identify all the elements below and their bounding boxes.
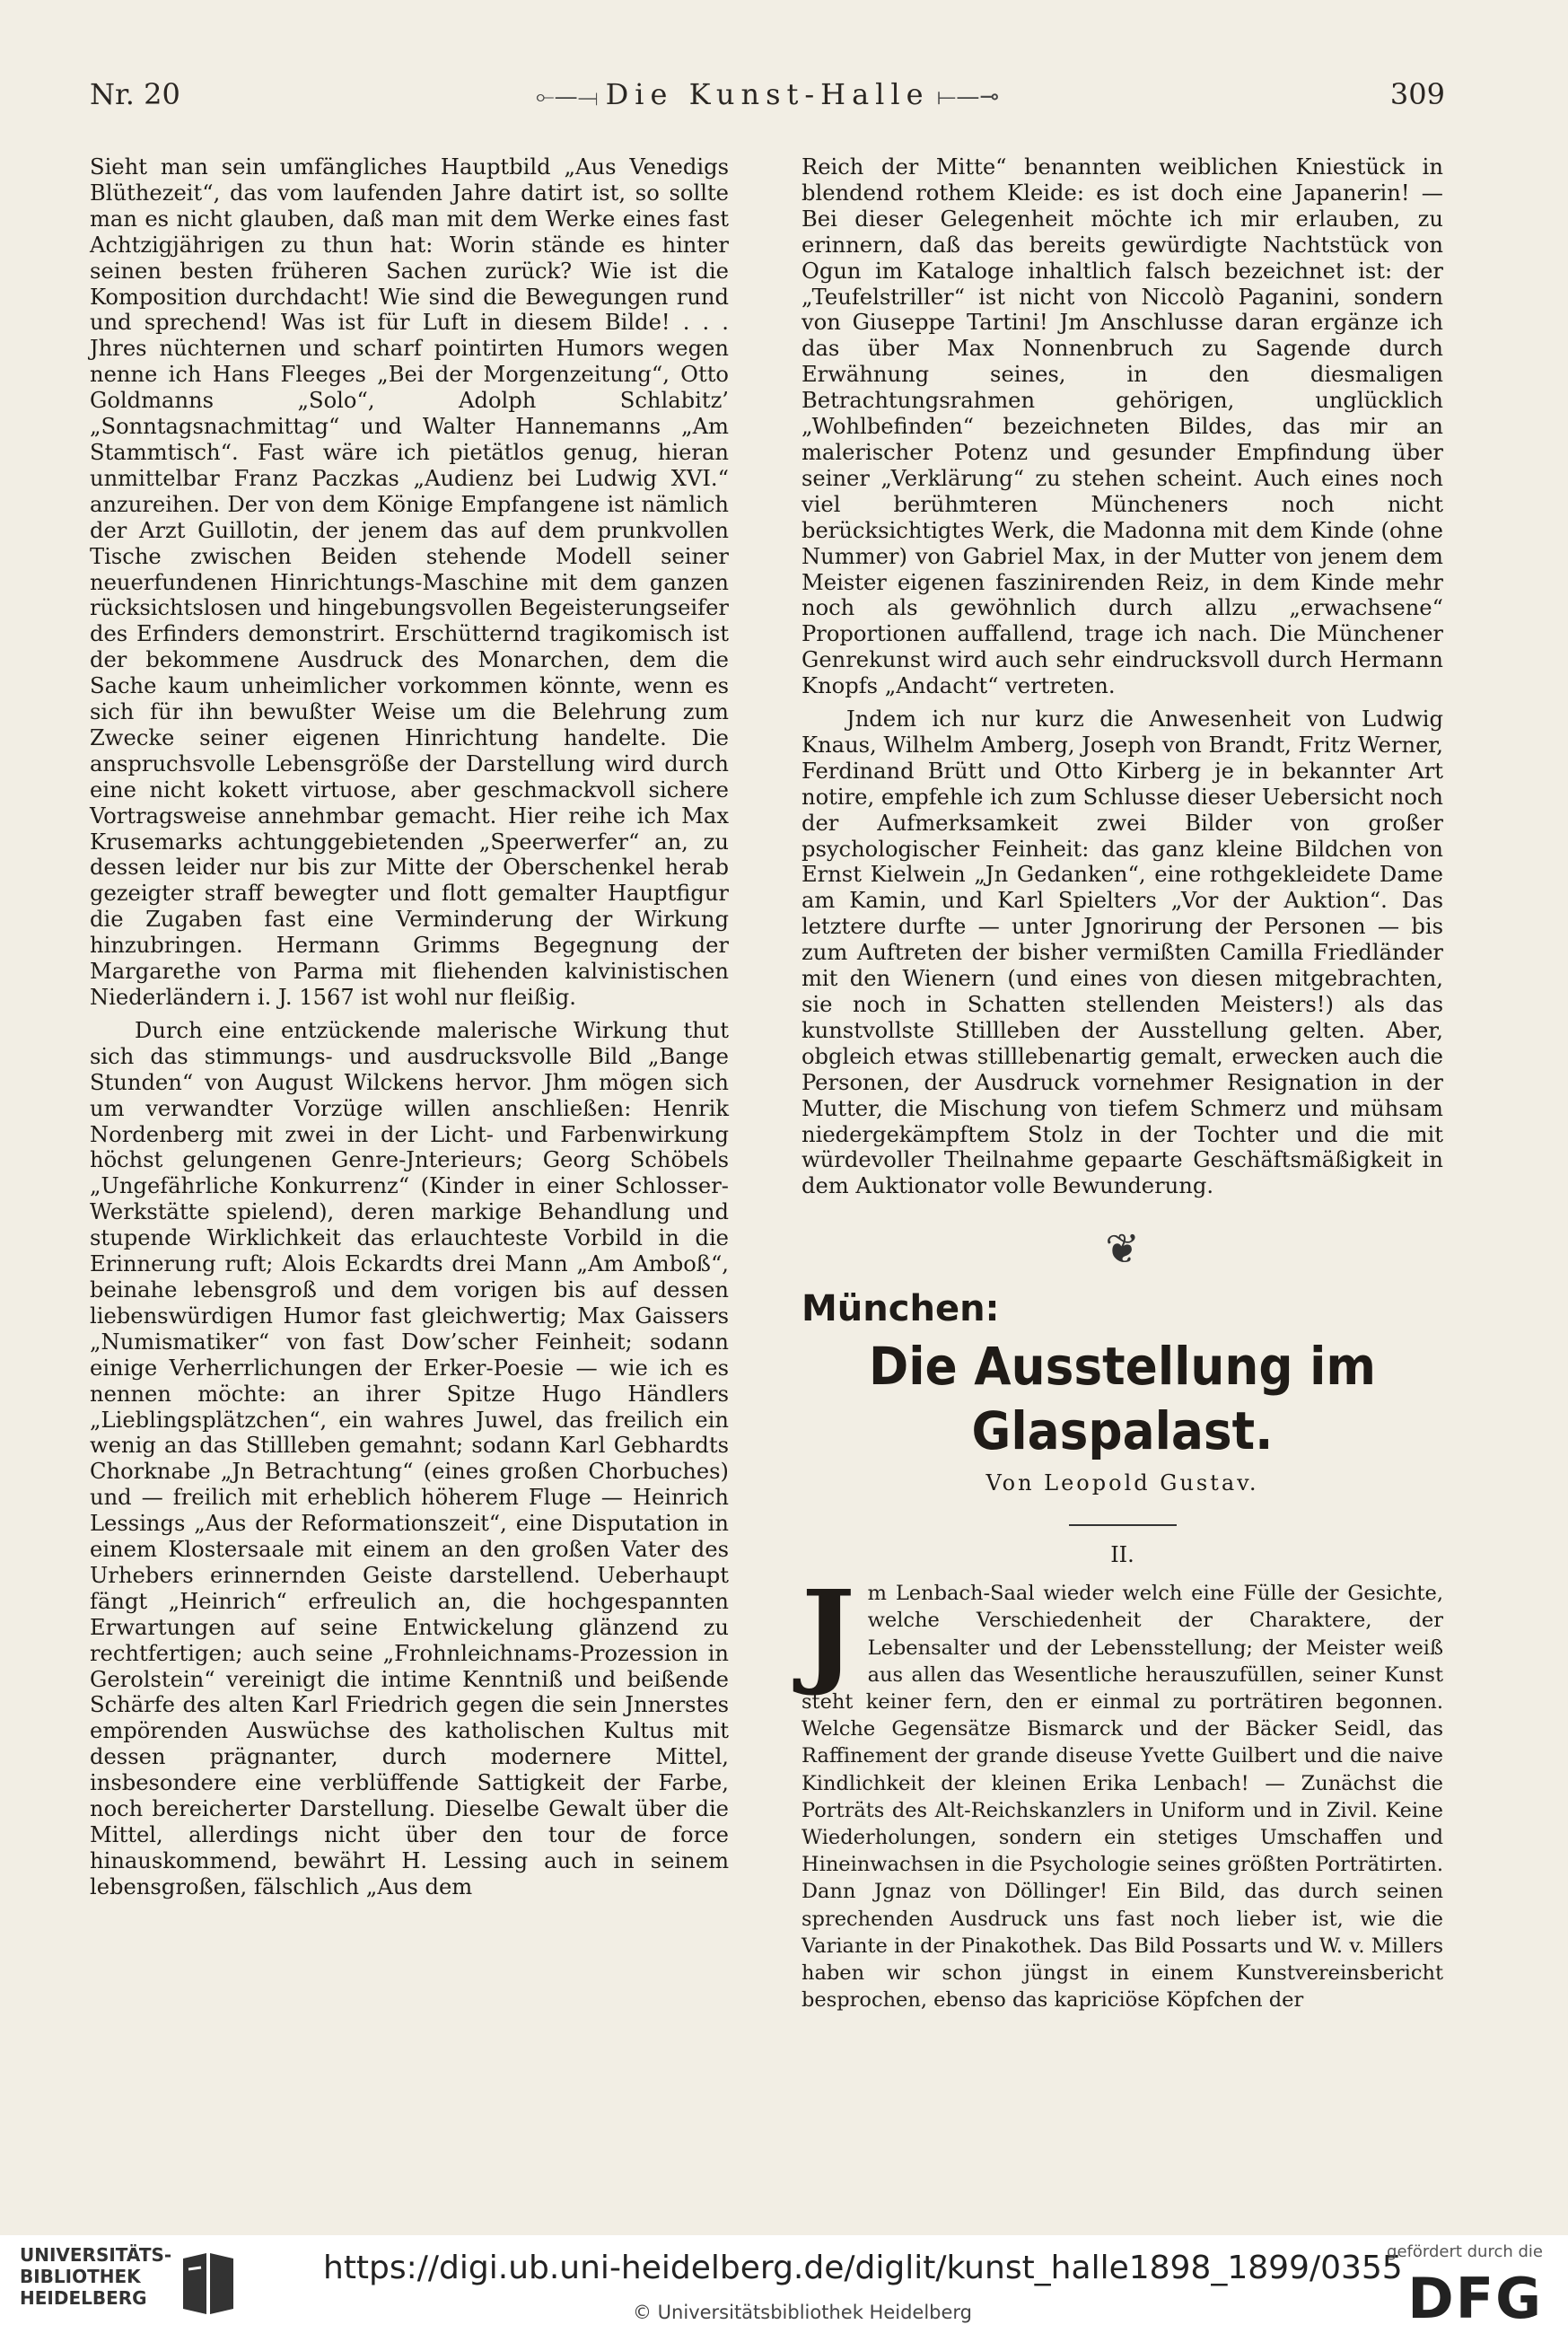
dfg-logo[interactable]: DFG xyxy=(1407,2266,1543,2331)
separator-rule xyxy=(1069,1524,1177,1526)
byline: Von Leopold Gustav. xyxy=(985,1470,1259,1496)
right-column xyxy=(802,154,1443,2014)
running-title xyxy=(90,77,1445,111)
library-name-line: HEIDELBERG xyxy=(20,2287,147,2309)
left-flourish-icon: ⟜—⟞ xyxy=(535,83,606,110)
left-column xyxy=(90,154,729,1900)
page-header xyxy=(90,70,1445,115)
page-number: 309 xyxy=(1389,77,1445,111)
fleuron-icon: ❦ xyxy=(1105,1224,1140,1274)
right-flourish-icon: ⟝—⊸ xyxy=(929,83,1000,110)
library-name xyxy=(20,2244,171,2309)
section-paragraph-text: m Lenbach-Saal wieder welch eine Fülle der Gesichte, welche Verschiedenheit der Charaktere, der Lebensalter und der Lebensstellung; der Meister weiß aus allen das Wesentliche herauszufüllen, seiner Kunst steht keiner fern, den er einmal zu porträtiren begonnen. Welche Gegensätze Bismarck und der Bäcker Seidl, das Raffinement der grande diseuse Yvette Guilbert und die naive Kindlichkeit der kleinen Erika Lenbach! — Zunächst die Porträts des Alt-Reichskanzlers in Uniform und in Zivil. Keine Wiederholungen, sondern ein stetiges Umschaffen und Hineinwachsen in die Psychologie seines größten Porträtirten. Dann Jgnaz von Döllinger! Ein Bild, das durch seinen sprechenden Ausdruck uns fast noch lieber ist, wie die Variante in der Pinakothek. Das Bild Possarts und W. v. Millers haben wir schon jüngst in einem Kunstvereinsbericht besprochen, ebenso das kapriciöse Köpfchen der xyxy=(802,1582,1443,2013)
library-logo[interactable] xyxy=(20,2244,289,2334)
issue-number: Nr. 20 xyxy=(90,77,180,111)
paragraph: Durch eine entzückende malerische Wirkung thut sich das stimmungs- und ausdrucksvolle Bild „Bange Stunden“ von August Wilckens hervor. Jhm mögen sich um verwandter Vorzüge willen anschließen: Henrik Nordenberg mit zwei in der Licht- und Farbenwirkung höchst gelungenen Genre-Jnterieurs; Georg Schöbels „Ungefährliche Konkurrenz“ (Kinder in einer Schlosser-Werkstätte spielend), deren markige Behandlung und stupende Wirklichkeit das erlauchteste Vorbild in die Erinnerung ruft; Alois Eckardts drei Mann „Am Amboß“, beinahe lebensgroß und dem vorigen bis auf dessen liebenswürdigen Humor fast gleichwertig; Max Gaissers „Numismatiker“ von fast Dow’scher Feinheit; sodann einige Verherrlichungen der Erker-Poesie — wie ich es nennen möchte: an ihrer Spitze Hugo Händlers „Lieblingsplätzchen“, ein wahres Juwel, das freilich ein wenig an das Stillleben gemahnt; sodann Karl Gebhardts Chorknabe „Jn Betrachtung“ (eines großen Chorbuches) und — freilich mit erheblich höherem Fluge — Heinrich Lessings „Aus der Reformationszeit“, eine Disputation in einem Klostersaale mit einem an den großen Vater des Urhebers erinnernden Geiste darstellend. Ueberhaupt fängt „Heinrich“ erfreulich an, die hochgespannten Erwartungen auf seine Entwickelung glänzend zu rechtfertigen; auch seine „Frohnleichnams-Prozession in Gerolstein“ vereinigt die intime Kenntniß und beißende Schärfe des alten Karl Friedrich gegen die sein Jnnerstes empörenden Auswüchse des katholischen Kultus mit dessen prägnanter, durch modernere Mittel, insbesondere eine verblüffende Sattigkeit der Farbe, noch bereicherter Darstellung. Dieselbe Gewalt über die Mittel, allerdings nicht über den tour de force hinauskommend, bewährt H. Lessing auch in seinem lebensgroßen, fälschlich „Aus dem xyxy=(90,1017,729,1899)
library-name-line: BIBLIOTHEK xyxy=(20,2266,141,2287)
part-number: II. xyxy=(1110,1542,1134,1568)
section-paragraph xyxy=(802,1566,1443,2013)
drop-cap: J xyxy=(802,1566,855,1699)
journal-title: Die Kunst-Halle xyxy=(605,77,930,111)
section-city: München: xyxy=(802,1288,1000,1330)
funding-label: gefördert durch die xyxy=(1387,2242,1543,2261)
permalink-link[interactable]: https://digi.ub.uni-heidelberg.de/diglit/kunst_halle1898_1899/0355 xyxy=(323,2250,1403,2286)
library-emblem-icon xyxy=(180,2251,237,2320)
paragraph: Jndem ich nur kurz die Anwesenheit von Ludwig Knaus, Wilhelm Amberg, Joseph von Brandt, Fritz Werner, Ferdinand Brütt und Otto Kirberg je in bekannter Art notire, empfehle ich zum Schlusse dieser Uebersicht noch der Aufmerksamkeit zwei Bilder von großer psychologischer Feinheit: das ganz kleine Bildchen von Ernst Kielwein „Jn Gedanken“, eine rothgekleidete Dame am Kamin, und Karl Spielters „Vor der Auktion“. Das letztere durfte — unter Jgnorirung der Personen — bis zum Auftreten der bisher vermißten Camilla Friedländer mit den Wienern (und eines von diesen mitgebrachten, sie noch in Schatten stellenden Meisters!) als das kunstvollste Stillleben der Ausstellung gelten. Aber, obgleich etwas stilllebenartig gemalt, erwecken auch die Personen, der Ausdruck vornehmer Resignation in der Mutter, die Mischung von tiefem Schmerz und mühsam niedergekämpftem Stolz in der Tochter und die mit würdevoller Theilnahme gepaarte Geschäftsmäßigkeit in dem Auktionator volle Bewunderung. xyxy=(802,706,1444,1199)
paragraph: Sieht man sein umfängliches Hauptbild „Aus Venedigs Blüthezeit“, das vom laufenden Jahre datirt ist, so sollte man es nicht glauben, daß man mit dem Werke eines fast Achtzigjährigen zu thun hat: Worin stände es hinter seinen besten früheren Sachen zurück? Wie ist die Komposition durchdacht! Wie sind die Bewegungen rund und sprechend! Was ist für Luft in diesem Bilde! . . . Jhres nüchternen und scharf pointirten Humors wegen nenne ich Hans Fleeges „Bei der Morgenzeitung“, Otto Goldmanns „Solo“, Adolph Schlabitz’ „Sonntagsnachmittag“ und Walter Hannemanns „Am Stammtisch“. Fast wäre ich pietätlos genug, hieran unmittelbar Franz Paczkas „Audienz bei Ludwig XVI.“ anzureihen. Der von dem Könige Empfangene ist nämlich der Arzt Guillotin, der jenem das auf dem prunkvollen Tische zwischen Beiden stehende Modell seiner neuerfundenen Hinrichtungs-Maschine mit dem ganzen rücksichtslosen und hingebungsvollen Begeisterungseifer des Erfinders demonstrirt. Erschütternd tragikomisch ist der bekommene Ausdruck des Monarchen, dem die Sache kaum unheimlicher vorkommen könnte, wenn es sich für ihn bewußter Weise um die Belehrung zum Zwecke seiner eigenen Hinrichtung handelte. Die anspruchsvolle Lebensgröße der Darstellung wird durch eine nicht kokett virtuose, aber geschmackvoll sichere Vortragsweise annehmbar gemacht. Hier reihe ich Max Krusemarks achtunggebietenden „Speerwerfer“ an, zu dessen leider nur bis zur Mitte der Oberschenkel herab gezeigter straff bewegter und flott gemalter Hauptfigur die Zugaben fast eine Verminderung der Wirkung hinzubringen. Hermann Grimms Begegnung der Margarethe von Parma mit fliehenden kalvinistischen Niederländern i. J. 1567 ist wohl nur fleißig. xyxy=(90,154,729,1010)
copyright-notice: © Universitätsbibliothek Heidelberg xyxy=(633,2302,973,2323)
paragraph: Reich der Mitte“ benannten weiblichen Kniestück in blendend rothem Kleide: es ist doch eine Japanerin! — Bei dieser Gelegenheit möchte ich mir erlauben, zu erinnern, daß das bereits gewürdigte Nachtstück von Ogun im Kataloge inhaltlich falsch bezeichnet ist: der „Teufelstriller“ ist nicht von Niccolò Paganini, sondern von Giuseppe Tartini! Jm Anschlusse daran ergänze ich das über Max Nonnenbruch zu Sagende durch Erwähnung seines, in den diesmaligen Betrachtungsrahmen gehörigen, unglücklich „Wohlbefinden“ bezeichneten Bildes, das mir an malerischer Potenz und gesunder Empfindung über seiner „Verklärung“ zu stehen scheint. Auch eines noch viel berühmteren Müncheners noch nicht berücksichtigtes Werk, die Madonna mit dem Kinde (ohne Nummer) von Gabriel Max, in der Mutter von jenem dem Meister eigenen faszinirenden Reiz, in dem Kinde mehr noch als gewöhnlich durch allzu „erwachsene“ Proportionen auffallend, trage ich nach. Die Münchener Genrekunst wird auch sehr eindrucksvoll durch Hermann Knopfs „Andacht“ vertreten. xyxy=(802,154,1443,699)
library-name-line: UNIVERSITÄTS- xyxy=(20,2244,172,2266)
section-title: Die Ausstellung im Glaspalast. xyxy=(868,1336,1377,1462)
footer-bar xyxy=(0,2235,1568,2342)
